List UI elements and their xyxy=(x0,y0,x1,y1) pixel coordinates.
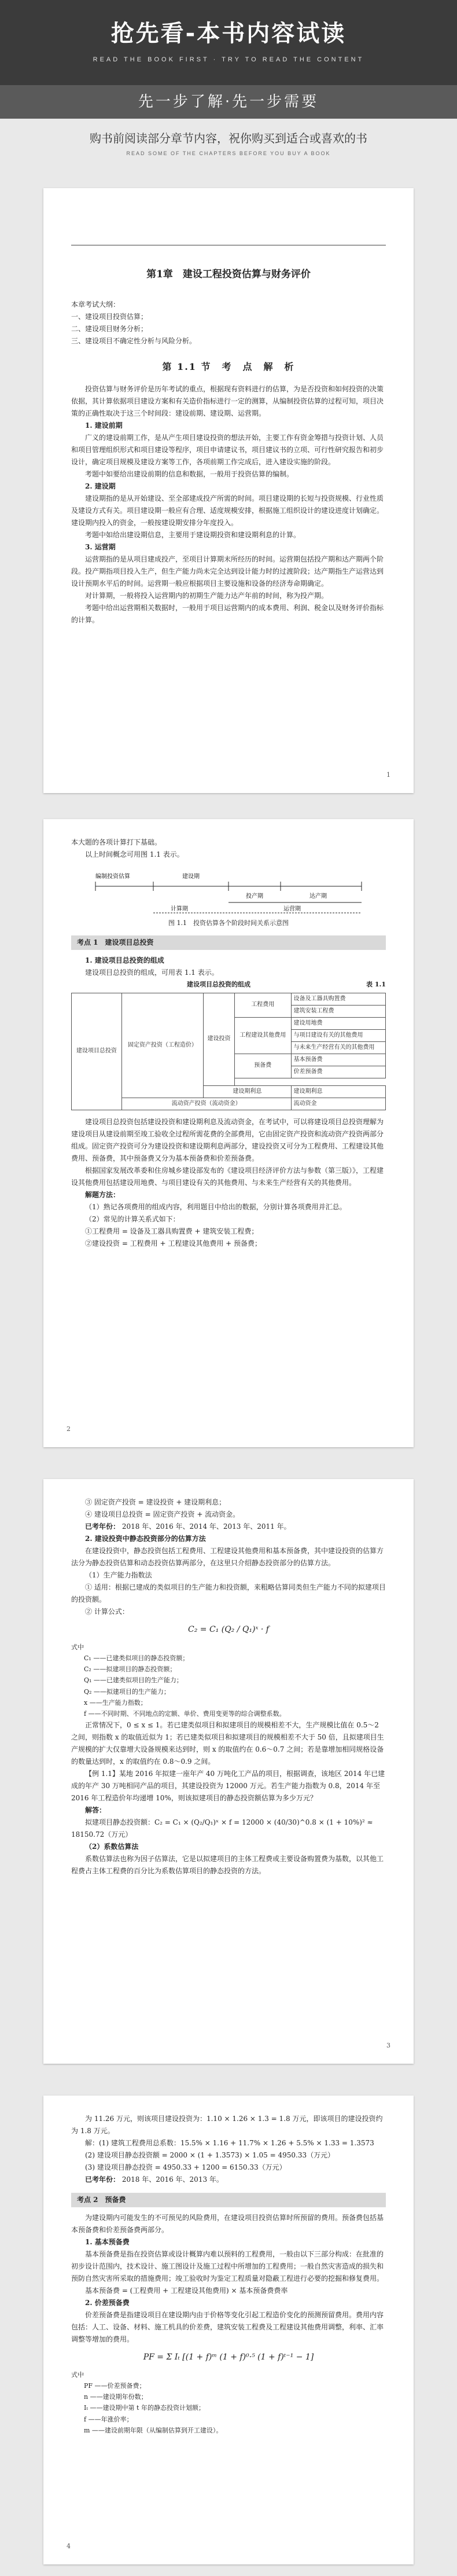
heading: 2. 建设投资中静态投资部分的估算方法 xyxy=(85,1535,206,1543)
method-item: ②建设投资 = 工程费用 + 工程建设其他费用 + 预备费； xyxy=(85,1239,262,1247)
var-item: x ——生产能力指数； xyxy=(84,1698,147,1707)
paragraph: 考题中给出运营期相关数据时，一般用于项目运营期内的成本费用、利润、税金以及财务评价指标的计算。 xyxy=(71,603,384,624)
var-item: C₁ ——已建类似项目的静态投资额； xyxy=(84,1654,189,1662)
cell-item: 价差预备费 xyxy=(291,1066,385,1078)
paragraph: (2) 建设项目静态投资额 = 2000 × (1 + 1.3573) × 1.05 = 4950.33（万元） xyxy=(85,2151,335,2159)
solution-head: 解答： xyxy=(85,1806,106,1815)
paragraph: ④ 建设项目总投资 = 固定资产投资 + 流动资金。 xyxy=(85,1510,240,1518)
keypoint-title: 考点 1 建设项目总投资 xyxy=(71,935,386,950)
intro-text-en: READ SOME OF THE CHAPTERS BEFORE YOU BUY A BOOK xyxy=(126,151,331,156)
cell-interest: 建设期利息 xyxy=(204,1085,291,1098)
var-item: Iₜ ——建设期中第 t 年的静态投资计划额； xyxy=(84,2404,205,2412)
intro-text: 购书前阅读部分章节内容，祝你购买到适合或喜欢的书 xyxy=(90,131,367,145)
req-item: 三、建设项目不确定性分析与风险分析。 xyxy=(71,336,197,345)
book-page-2 xyxy=(43,819,414,1447)
heading: （2）系数估算法 xyxy=(85,1843,139,1851)
banner-title: 抢先看-本书内容试读 xyxy=(110,20,347,47)
var-item: n ——建设期年份数； xyxy=(84,2393,148,2401)
exam-tag: 已考年份： xyxy=(85,1522,120,1531)
cell-reserve: 预备费 xyxy=(234,1054,291,1078)
label-prep: 编制投资估算 xyxy=(95,874,130,880)
label-reach: 达产期 xyxy=(309,893,327,900)
chapter-title: 第1章 建设工程投资估算与财务评价 xyxy=(146,269,311,280)
paragraph: 以上时间概念可用图 1.1 表示。 xyxy=(85,850,184,858)
label-start: 投产期 xyxy=(246,893,263,900)
method-item: （1）熟记各项费用的组成内容，利用题目中给出的数据，分别计算各项费用并汇总。 xyxy=(85,1202,347,1211)
paragraph: 运营期指的是从项目建成投产，至项目计算期末所经历的时间。运营期包括投产期和达产期两个阶段。投产期指项目投入生产，但生产能力尚未完全达到设计能力时的过渡阶段；达产期指生产运营达到设计预期水平后的时间。运营期一般应根据项目主要设施和设备的经济寿命期确定。 xyxy=(71,555,384,588)
cell-item: 基本预备费 xyxy=(291,1054,385,1066)
paragraph: 根据国家发展改革委和住房城乡建设部发布的《建设项目经济评价方法与参数（第三版）》，工程建设其他费用包括建设用地费、与项目建设有关的其他费用、与未来生产经营有关的其他费用。 xyxy=(71,1166,384,1187)
paragraph: 为建设期内可能发生的不可预见的风险费用，在建设项目投资估算时所预留的费用。预备费包括基本预备费和价差预备费两部分。 xyxy=(71,2214,384,2234)
var-item: f ——不同时期、不同地点的定额、单价、费用变更等的综合调整系数。 xyxy=(84,1710,286,1718)
section-title: 第 1.1 节 考 点 解 析 xyxy=(162,361,295,372)
label-construction: 建设期 xyxy=(182,874,200,880)
var-item: Q₁ ——已建类似项目的生产能力； xyxy=(84,1676,183,1685)
method-head: 解题方法： xyxy=(85,1190,120,1199)
figure-caption: 图 1.1 投资估算各个阶段时间关系示意图 xyxy=(168,919,289,927)
paragraph: 基本预备费 = (工程费用 + 工程建设其他费用) × 基本预备费费率 xyxy=(85,2287,288,2295)
table-number: 表 1.1 xyxy=(366,981,386,989)
heading: 3. 运营期 xyxy=(85,542,116,551)
cell-total: 建设项目总投资 xyxy=(72,993,122,1110)
cell-fixed: 固定资产投资（工程造价） xyxy=(121,993,204,1098)
cell-item: 建筑安装工程费 xyxy=(291,1005,385,1017)
paragraph: 为 11.26 万元，则该项目建设投资为：1.10 × 1.26 × 1.3 = 1.8 万元，即该项目的建设投资约为 1.8 万元。 xyxy=(71,2115,383,2135)
cell-item: 与项目建设有关的其他费用 xyxy=(291,1029,385,1041)
book-page-1 xyxy=(43,188,414,793)
book-page-3 xyxy=(43,1479,414,2064)
var-item: f ——年涨价率； xyxy=(84,2415,133,2423)
book-page-4 xyxy=(43,2096,414,2564)
page-number: 4 xyxy=(67,2542,71,2550)
cell-item: 建设用地费 xyxy=(291,1017,385,1029)
heading: 2. 建设期 xyxy=(85,482,116,490)
solution: 拟建项目静态投资额：C₂ = C₁ × (Q₂/Q₁)ˣ × f = 12000 × (40/30)^0.8 × (1 + 10%)² ≈ 18150.72（万元） xyxy=(71,1818,373,1839)
vars-head: 式中 xyxy=(71,1643,84,1651)
var-item: C₂ ——拟建项目的静态投资额； xyxy=(84,1665,176,1673)
formula: C₂ = C₁ (Q₂ / Q₁)ˣ · f xyxy=(188,1625,269,1634)
cell-item: 与未来生产经营有关的其他费用 xyxy=(291,1041,385,1054)
investment-table xyxy=(71,993,386,1110)
paragraph: 在建设投资中，静态投资包括工程费用、工程建设其他费用和基本预备费，其中建设投资的估算方法分为静态投资估算和动态投资估算两部分，在这里只介绍静态投资部分的估算方法。 xyxy=(71,1547,384,1567)
paragraph: 解：(1) 建筑工程费用总系数：15.5% × 1.16 + 11.7% × 1.26 + 5.5% × 1.33 = 1.3573 xyxy=(85,2139,374,2147)
exam-years-text: 2018 年、2016 年、2014 年、2013 年、2011 年。 xyxy=(121,1522,291,1531)
cell-other: 工程建设其他费用 xyxy=(234,1017,291,1054)
exam-tag: 已考年份： xyxy=(85,2175,120,2184)
table-header xyxy=(71,979,386,990)
paragraph: 本大题的各项计算打下基础。 xyxy=(71,838,162,846)
paragraph: 投资估算与财务评价是历年考试的重点，根据现有资料进行的估算，为是否投资和如何投资的决策依据，其计算依据项目建设方案和有关造价指标进行一定的测算，从编制投资估算的过程可知，项目决策的正确性取决于这三个时间段：建设前期、建设期、运营期。 xyxy=(71,384,384,417)
paragraph: 建设期指的是从开始建设、至全部建成投产所需的时间。项目建设期的长短与投资规模、行业性质及建设方式有关。项目建设期一般应有合理、适度规模安排，根据施工组织设计的建设进度计划确定。建设期内投入的资金，一般按建设期安排分年度投入。 xyxy=(71,494,384,527)
exam-years-text: 2018 年、2016 年、2013 年。 xyxy=(121,2175,223,2184)
table-title: 建设项目总投资的组成 xyxy=(187,981,251,989)
cell-eng: 工程费用 xyxy=(234,993,291,1017)
req-item: 二、建设项目财务分析； xyxy=(71,324,148,333)
paragraph: 系数估算法也称为因子估算法，它是以拟建项目的主体工程费或主要设备购置费为基数，以其他工程费占主体工程费的百分比为系数估算项目的静态投资的方法。 xyxy=(71,1855,384,1876)
timeline-diagram xyxy=(84,869,373,915)
paragraph: 考题中如要给出建设前期的信息和数据，一般用于投资估算的编制。 xyxy=(85,469,294,478)
page-number: 3 xyxy=(386,2041,390,2049)
cell-item: 流动资金 xyxy=(291,1098,385,1110)
cell-item: 设备及工器具购置费 xyxy=(291,993,385,1005)
timeline-figure xyxy=(71,869,386,929)
label-calc: 计算期 xyxy=(171,906,188,912)
vars-head: 式中 xyxy=(71,2370,84,2379)
banner-subtitle: READ THE BOOK FIRST · TRY TO READ THE CONTENT xyxy=(93,56,364,63)
method-item: ①工程费用 = 设备及工器具购置费 + 建筑安装工程费； xyxy=(85,1227,259,1235)
paragraph: 正常情况下，0 ≤ x ≤ 1。若已建类似项目和拟建项目的规模相差不大，生产规模比值在 0.5～2 之间，则指数 x 的取值近似为 1；若已建类似项目和拟建项目的规模相差不大于 50 倍，且拟建项目生产规模的扩大仅靠增大设备规模来达到时，则 x 的取值约在 0.6～0.7 之间；若是靠增加相同规格设备的数量达到时，x 的取值约在 0.8～0.9 之间。 xyxy=(71,1721,384,1766)
label-ops: 运营期 xyxy=(283,906,301,912)
intro-section xyxy=(0,119,457,187)
banner-slogan: 先一步了解·先一步需要 xyxy=(0,85,457,119)
example: 【例 1.1】某地 2016 年拟建一座年产 40 万吨化工产品的项目，根据调查，该地区 2014 年已建成的年产 30 万吨相同产品的项目，其建设投资为 12000 万元。若生产能力指数为 0.8，2014 年至 2016 年工程造价年均递增 10%，则该拟建项目的静态投资额估算为多少万元？ xyxy=(71,1770,385,1803)
cell-flow: 流动资产投资（流动资金） xyxy=(121,1098,291,1110)
paragraph: 建设项目总投资包括建设投资和建设期利息及流动资金，在考试中，可以将建设项目总投资理解为建设项目从建设前期至竣工验收全过程所需花费的全部费用，它由固定资产投资和流动资产投资两部分组成。固定资产投资可分为建设投资和建设期利息两部分，建设投资又可分为工程费用、工程建设其他费用、预备费，其中预备费又分为基本预备费和价差预备费。 xyxy=(71,1117,384,1162)
req-item: 一、建设项目投资估算； xyxy=(71,312,148,321)
paragraph: ② 计算公式： xyxy=(85,1608,129,1616)
header-banner xyxy=(0,0,457,119)
var-item: PF ——价差预备费； xyxy=(84,2381,146,2390)
table-row xyxy=(72,993,386,1005)
paragraph: 考题中如给出建设期信息，主要用于建设期投资和建设期利息的计算。 xyxy=(85,530,301,539)
formula: PF = Σ Iₜ [(1 + f)ᵐ (1 + f)⁰·⁵ (1 + f)ᵗ⁻¹ − 1] xyxy=(143,2353,314,2362)
cell-item: 建设期利息 xyxy=(291,1085,385,1098)
paragraph: 价差预备费是指建设项目在建设期内由于价格等变化引起工程造价变化的预测预留费用。费用内容包括：人工、设备、材料、施工机具的价差费，建筑安装工程费及工程建设其他费用调整，利率、汇率调整等增加的费用。 xyxy=(71,2311,384,2343)
paragraph: （1）生产能力指数法 xyxy=(85,1571,152,1579)
paragraph: (3) 建设项目静态投资 = 4950.33 + 1200 = 6150.33（万元） xyxy=(85,2163,286,2171)
var-item: Q₂ ——拟建项目的生产能力； xyxy=(84,1687,170,1696)
heading: 2. 价差预备费 xyxy=(85,2299,130,2307)
paragraph: 基本预备费是指在投资估算或设计概算内难以预料的工程费用，一般由以下三部分构成：在批准的初步设计范围内，技术设计、施工图设计及施工过程中所增加的工程费用；一般自然灾害造成的损失和预防自然灾害所采取的措施费用；竣工验收时为鉴定工程质量对隐蔽工程进行必要的挖掘和修复费用。 xyxy=(71,2250,384,2283)
var-item: m ——建设前期年限（从编制估算到开工建设）。 xyxy=(84,2426,223,2434)
heading: 1. 基本预备费 xyxy=(85,2238,130,2246)
keypoint-title: 考点 2 预备费 xyxy=(71,2193,386,2207)
paragraph: 建设项目总投资的组成，可用表 1.1 表示。 xyxy=(85,968,219,977)
req-head: 本章考试大纲： xyxy=(71,300,120,309)
cell-build: 建设投资 xyxy=(204,993,235,1085)
method-item: （2）常见的计算关系式如下： xyxy=(85,1214,180,1223)
page-number: 2 xyxy=(67,1425,71,1433)
exam-years xyxy=(71,1521,386,1533)
paragraph: ① 适用：根据已建成的类似项目的生产能力和投资额，来粗略估算同类但生产能力不同的拟建项目的投资额。 xyxy=(71,1583,386,1603)
paragraph: 对计算期，一般将投入运营期内的初期生产能力达产年前的时间，称为投产期。 xyxy=(85,591,329,600)
paragraph: 广义的建设前期工作，是从产生项目建设投资的想法开始，主要工作有资金筹措与投资计划、人员和项目管理组织形式和项目建设等程序，项目申请建议书，项目建议书的立项、可行性研究报告和初步设计，确定项目规模及建设方案等工作，各项前期工作完成后，进入建设实施的阶段。 xyxy=(71,433,384,466)
page-number: 1 xyxy=(386,770,390,779)
heading: 1. 建设前期 xyxy=(85,421,123,430)
exam-years xyxy=(71,2174,386,2186)
heading: 1. 建设项目总投资的组成 xyxy=(85,956,164,965)
paragraph: ③ 固定资产投资 = 建设投资 + 建设期利息； xyxy=(85,1498,226,1506)
